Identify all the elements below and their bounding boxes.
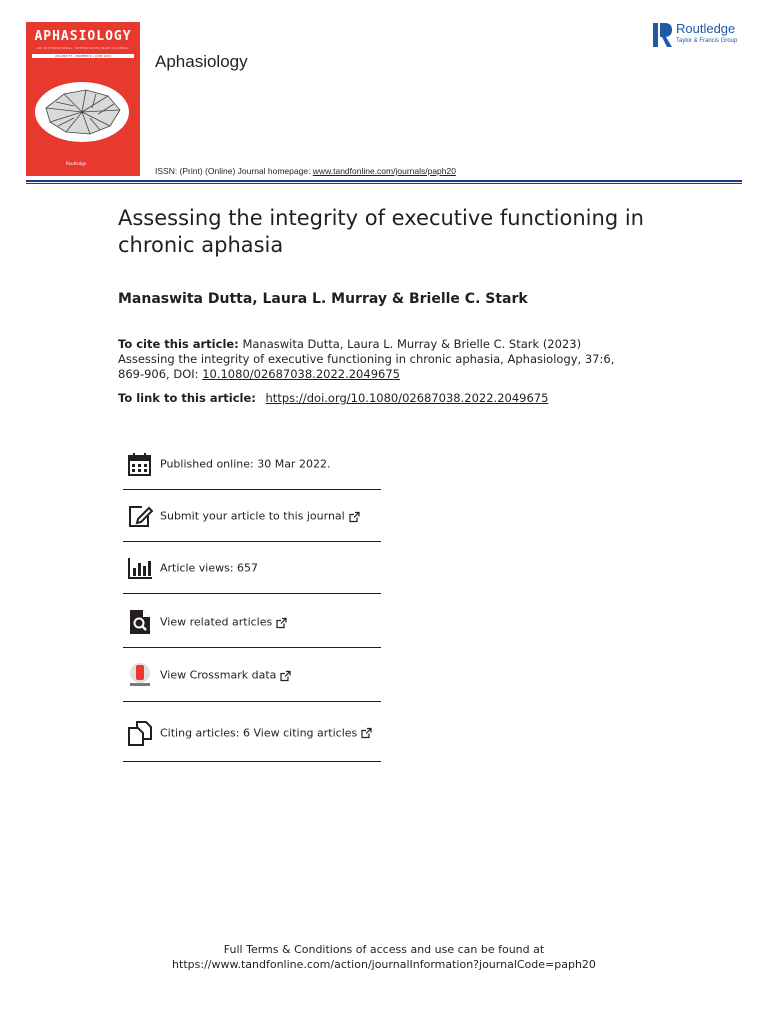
routledge-logo	[653, 21, 748, 49]
cite-label: To cite this article:	[118, 337, 239, 351]
article-authors: Manaswita Dutta, Laura L. Murray & Brielle C. Stark	[118, 291, 528, 307]
external-link-icon	[349, 511, 360, 522]
edit-icon	[127, 503, 153, 529]
journal-cover	[26, 22, 140, 176]
journal-name: Aphasiology	[155, 52, 248, 71]
cite-doi-link[interactable]: 10.1080/02687038.2022.2049675	[202, 367, 400, 381]
submit-article-link[interactable]	[160, 510, 360, 523]
cover-issue: VOLUME 37 • NUMBER 6 • JUNE 2023	[54, 54, 112, 58]
citing-articles-label: Citing articles: 6 View citing articles	[160, 726, 358, 739]
footer-terms-url[interactable]: https://www.tandfonline.com/action/journalInformation?journalCode=paph20	[172, 958, 596, 971]
issn-text: ISSN: (Print) (Online) Journal homepage:	[155, 166, 313, 176]
cover-publisher: Routledge	[66, 161, 87, 166]
article-title: Assessing the integrity of executive functioning in chronic aphasia	[118, 206, 644, 257]
cite-text: Manaswita Dutta, Laura L. Murray & Brielle C. Stark (2023) Assessing the integrity of executive functioning in chronic aphasia, Aphasiology, 37:6, 869-906, DOI:	[118, 337, 615, 381]
row-divider	[123, 701, 381, 702]
related-articles-label: View related articles	[160, 615, 273, 629]
info-row-submit[interactable]	[123, 490, 381, 542]
submit-article-label: Submit your article to this journal	[160, 509, 345, 523]
journal-homepage-link[interactable]: www.tandfonline.com/journals/paph20	[312, 166, 456, 176]
footer	[0, 942, 768, 972]
info-row-published	[123, 438, 381, 490]
cover-subtitle: AN INTERNATIONAL, INTERDISCIPLINARY JOURNAL	[36, 46, 130, 50]
publisher-name: Routledge	[676, 21, 736, 36]
info-row-related[interactable]	[123, 596, 381, 648]
article-link-line	[118, 391, 548, 405]
info-row-crossmark[interactable]	[123, 648, 381, 702]
cover-issue-strip	[32, 54, 134, 58]
publisher-group: Taylor & Francis Group	[676, 38, 738, 44]
link-label: To link to this article:	[118, 391, 256, 405]
crossmark-link[interactable]	[160, 669, 291, 682]
header-divider-thin	[26, 183, 742, 184]
crossmark-label: View Crossmark data	[160, 668, 277, 682]
article-doi-link[interactable]: https://doi.org/10.1080/02687038.2022.2049675	[265, 391, 549, 405]
citing-articles-link[interactable]	[160, 726, 372, 739]
issn-line	[155, 166, 456, 176]
row-divider	[123, 593, 381, 594]
bar-chart-icon	[127, 555, 153, 581]
info-row-views	[123, 542, 381, 594]
cover-title: APHASIOLOGY	[34, 29, 132, 44]
row-divider	[123, 761, 381, 762]
article-views-label: Article views: 657	[160, 561, 259, 575]
routledge-r-icon	[653, 21, 673, 49]
citation-block	[118, 337, 628, 382]
external-link-icon	[280, 670, 291, 681]
published-online-label: Published online: 30 Mar 2022.	[160, 457, 331, 471]
copy-documents-icon	[127, 720, 153, 746]
info-row-citing[interactable]	[123, 703, 381, 762]
related-articles-link[interactable]	[160, 616, 287, 629]
footer-terms-text: Full Terms & Conditions of access and use can be found at	[223, 943, 545, 956]
cover-artwork	[34, 76, 132, 156]
header-divider	[26, 180, 742, 182]
crossmark-icon	[127, 662, 153, 688]
search-document-icon	[127, 609, 153, 635]
external-link-icon	[276, 617, 287, 628]
calendar-icon	[127, 451, 153, 477]
external-link-icon	[361, 728, 372, 739]
